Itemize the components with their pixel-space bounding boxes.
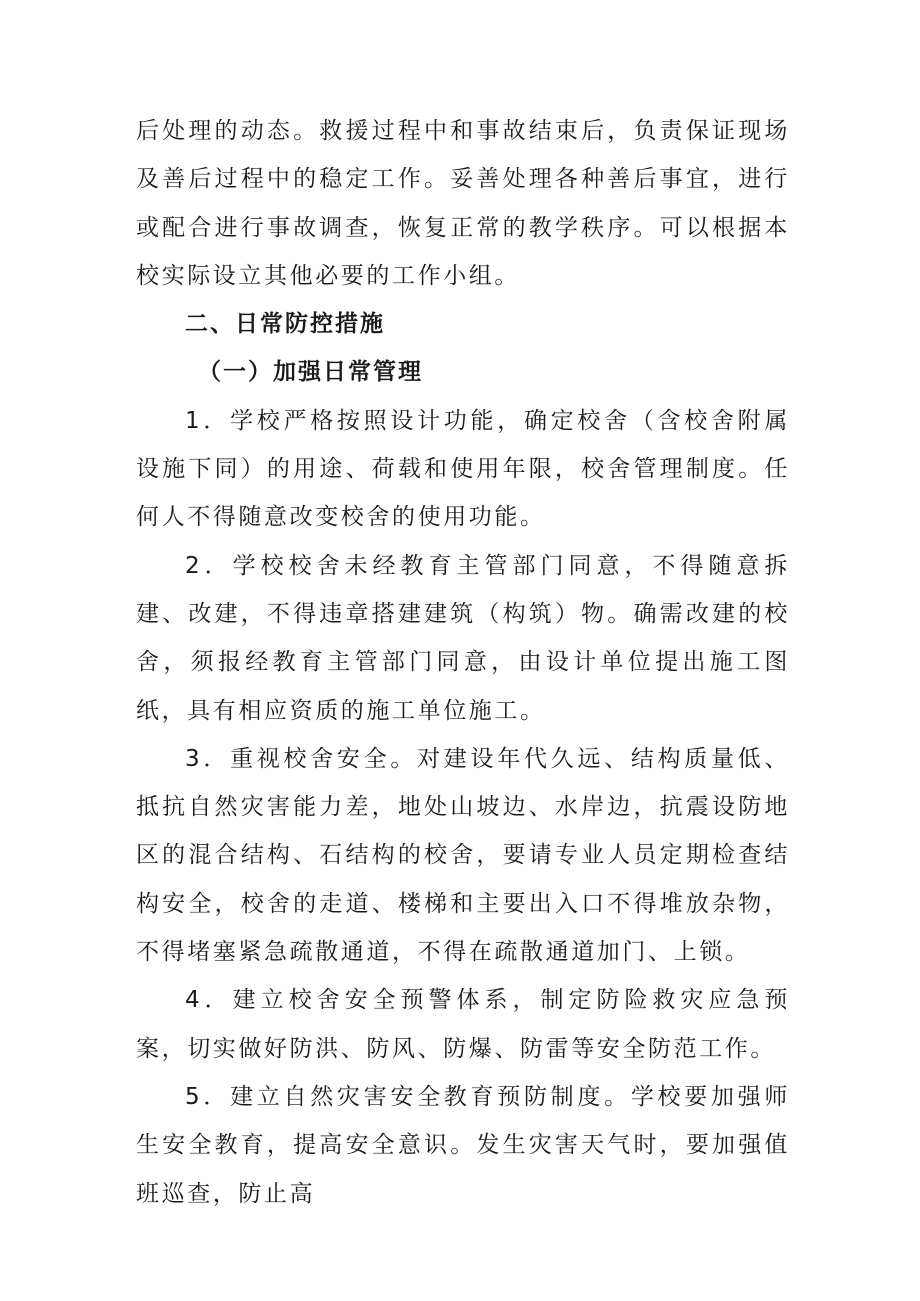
paragraph-item-2: 2．学校校舍未经教育主管部门同意，不得随意拆建、改建，不得违章搭建建筑（构筑）物。确需改建的校舍，须报经教育主管部门同意，由设计单位提出施工图纸，具有相应资质的施工单位施工。 [136,552,790,724]
subsection-heading: （一）加强日常管理 [198,359,423,386]
paragraph-item-3: 3．重视校舍安全。对建设年代久远、结构质量低、抵抗自然灾害能力差，地处山坡边、水岸边，抗震设防地区的混合结构、石结构的校舍，要请专业人员定期检查结构安全，校舍的走道、楼梯和主要出入口不得堆放杂物，不得堵塞紧急疏散通道，不得在疏散通道加门、上锁。 [136,745,790,966]
paragraph-item-5: 5．建立自然灾害安全教育预防制度。学校要加强师生安全教育，提高安全意识。发生灾害天气时，要加强值班巡查，防止高 [136,1083,790,1207]
document-body [136,107,790,1218]
paragraph-item-4: 4．建立校舍安全预警体系，制定防险救灾应急预案，切实做好防洪、防风、防爆、防雷等安全防范工作。 [136,987,790,1062]
section-heading: 二、日常防控措施 [185,311,385,338]
paragraph-item-1: 1．学校严格按照设计功能，确定校舍（含校舍附属设施下同）的用途、荷载和使用年限，校舍管理制度。任何人不得随意改变校舍的使用功能。 [136,407,790,531]
paragraph-continuation: 后处理的动态。救援过程中和事故结束后，负责保证现场及善后过程中的稳定工作。妥善处理各种善后事宜，进行或配合进行事故调查，恢复正常的教学秩序。可以根据本校实际设立其他必要的工作小组。 [136,118,790,289]
